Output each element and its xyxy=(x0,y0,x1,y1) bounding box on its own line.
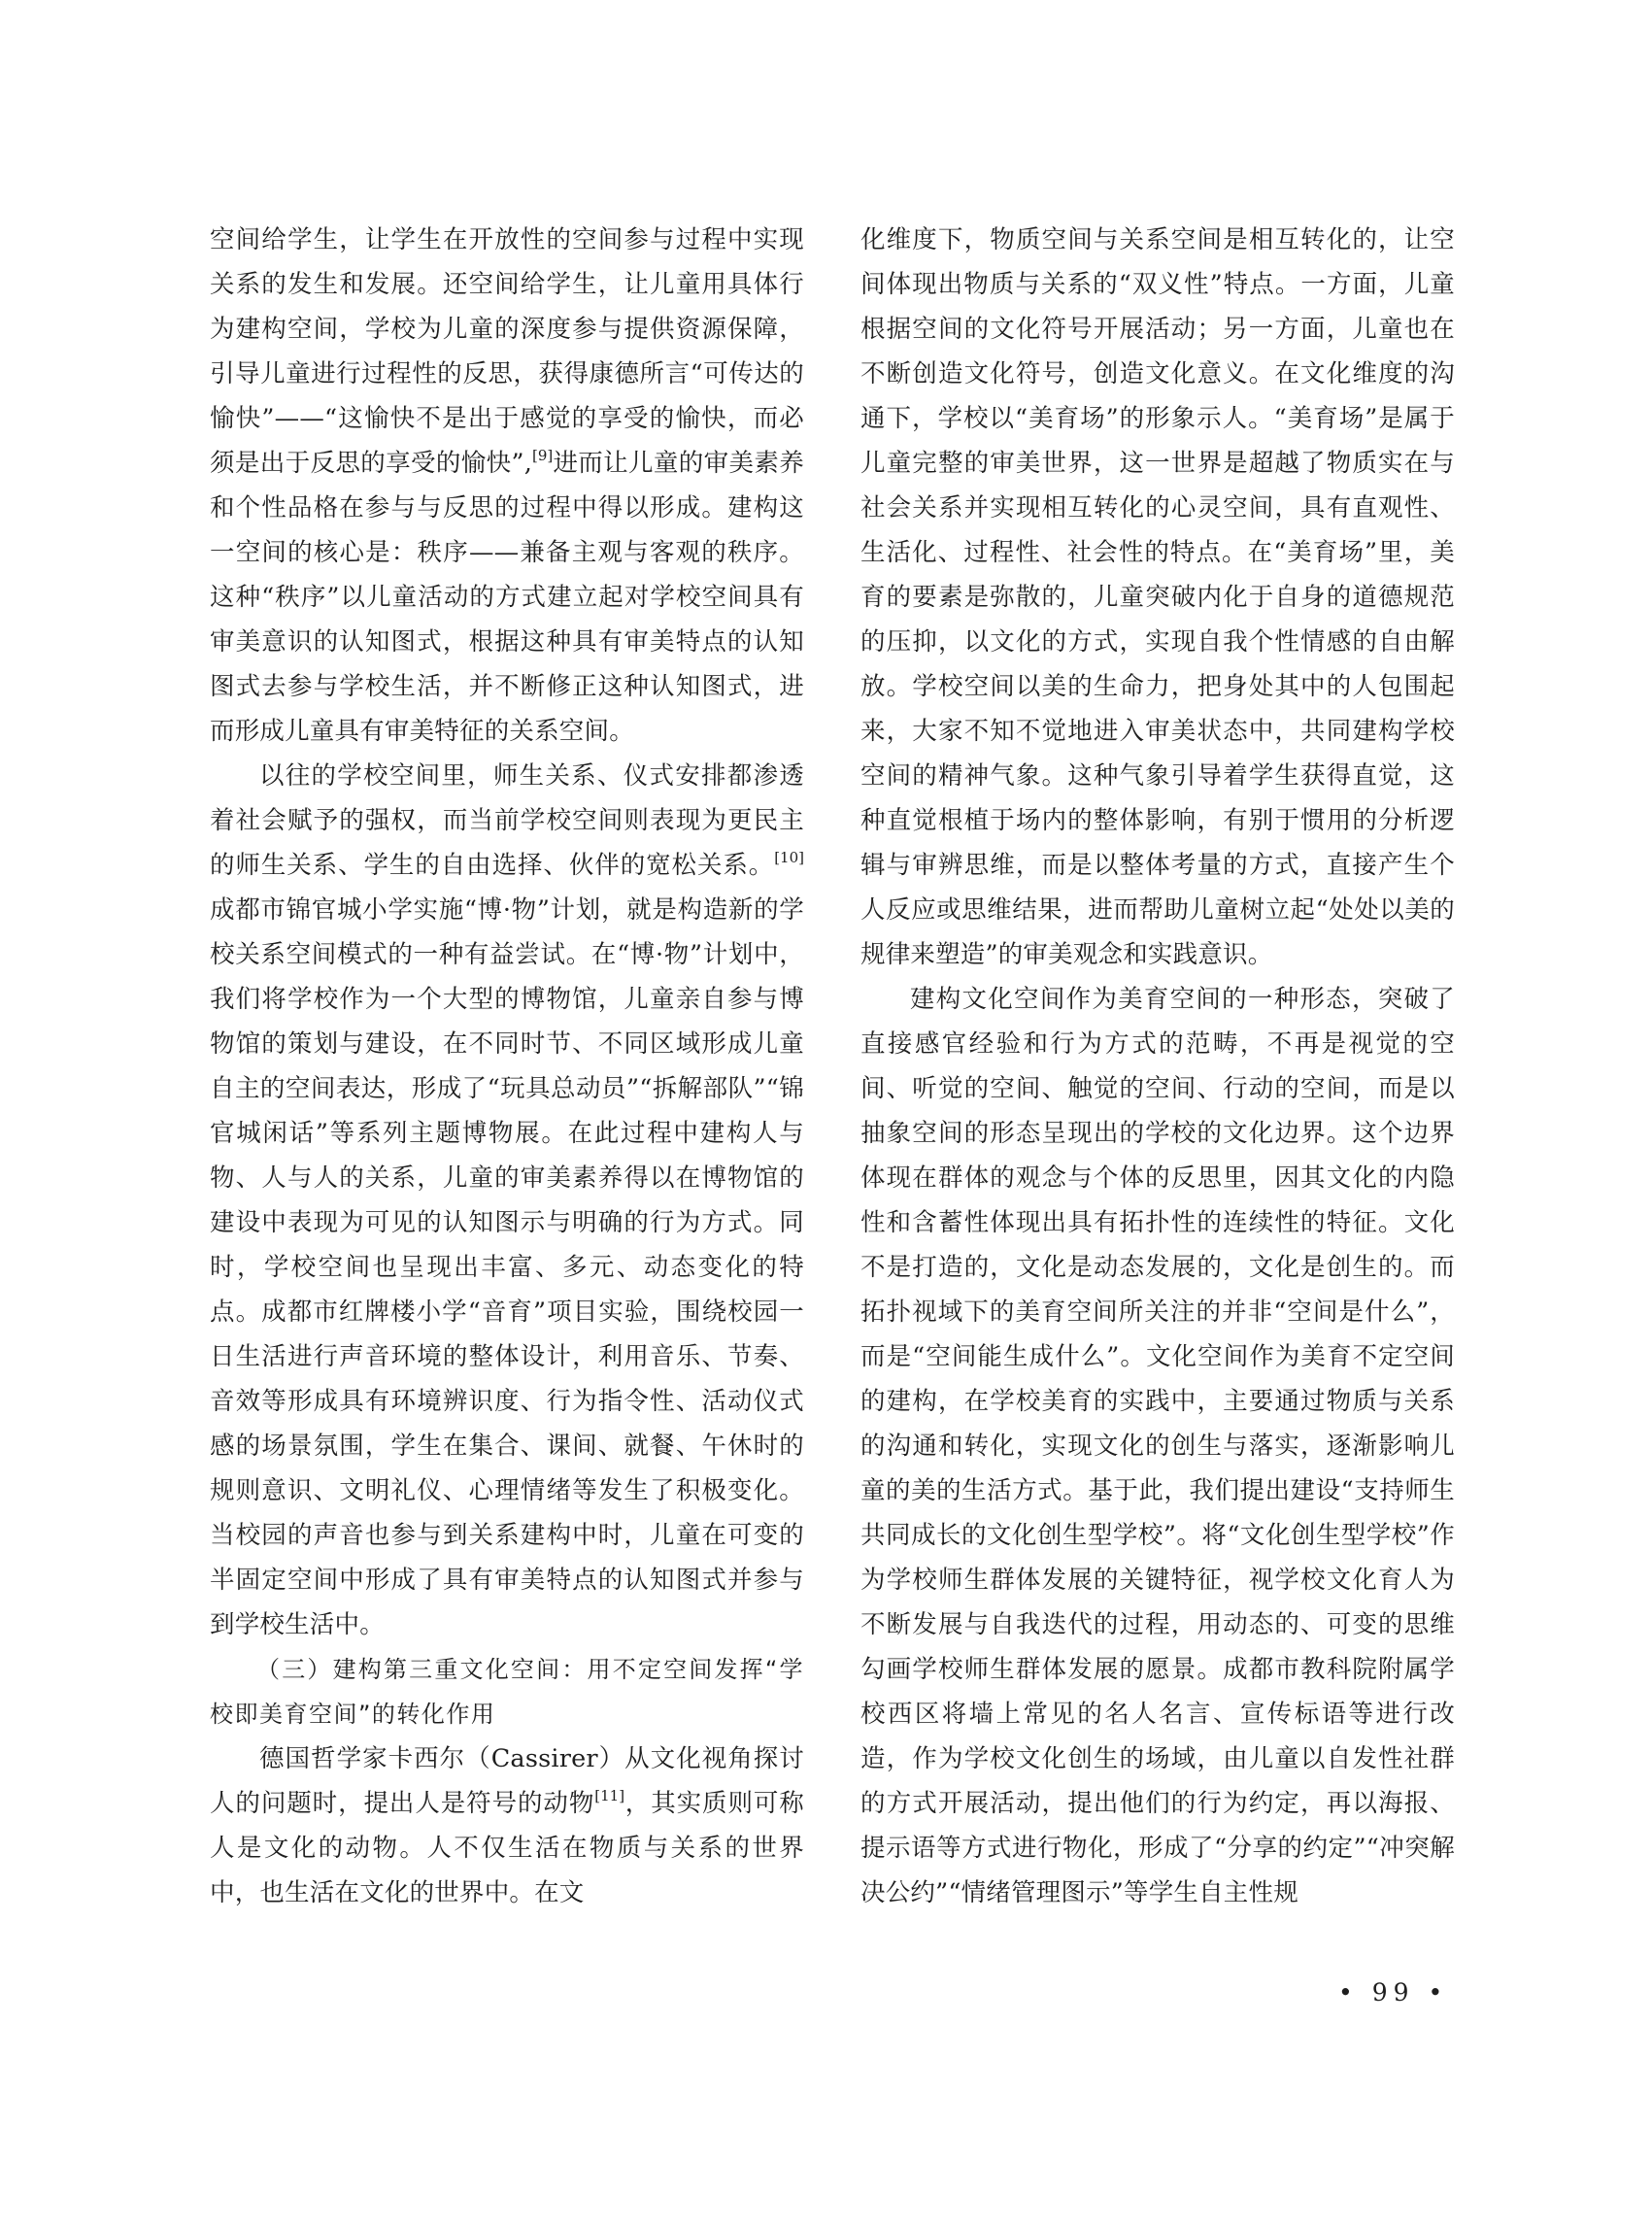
citation-ref: [10] xyxy=(774,849,804,866)
paragraph-text: 进而让儿童的审美素养和个性品格在参与与反思的过程中得以形成。建构这一空间的核心是：秩序——兼备主观与客观的秩序。这种“秩序”以儿童活动的方式建立起对学校空间具有审美意识的认知图式，根据这种具有审美特点的认知图式去参与学校生活，并不断修正这种认知图式，进而形成儿童具有审美特征的关系空间。 xyxy=(210,449,804,746)
paragraph: 建构文化空间作为美育空间的一种形态，突破了直接感官经验和行为方式的范畴，不再是视觉的空间、听觉的空间、触觉的空间、行动的空间，而是以抽象空间的形态呈现出的学校的文化边界。这个边界体现在群体的观念与个体的反思里，因其文化的内隐性和含蓄性体现出具有拓扑性的连续性的特征。文化不是打造的，文化是动态发展的，文化是创生的。而拓扑视域下的美育空间所关注的并非“空间是什么”，而是“空间能生成什么”。文化空间作为美育不定空间的建构，在学校美育的实践中，主要通过物质与关系的沟通和转化，实现文化的创生与落实，逐渐影响儿童的美的生活方式。基于此，我们提出建设“支持师生共同成长的文化创生型学校”。将“文化创生型学校”作为学校师生群体发展的关键特征，视学校文化育人为不断发展与自我迭代的过程，用动态的、可变的思维勾画学校师生群体发展的愿景。成都市教科院附属学校西区将墙上常见的名人名言、宣传标语等进行改造，作为学校文化创生的场域，由儿童以自发性社群的方式开展活动，提出他们的行为约定，再以海报、提示语等方式进行物化，形成了“分享的约定”“冲突解决公约”“情绪管理图示”等学生自主性规 xyxy=(860,985,1455,1907)
paragraph: 化维度下，物质空间与关系空间是相互转化的，让空间体现出物质与关系的“双义性”特点。一方面，儿童根据空间的文化符号开展活动；另一方面，儿童也在不断创造文化符号，创造文化意义。在文化维度的沟通下，学校以“美育场”的形象示人。“美育场”是属于儿童完整的审美世界，这一世界是超越了物质实在与社会关系并实现相互转化的心灵空间，具有直观性、生活化、过程性、社会性的特点。在“美育场”里，美育的要素是弥散的，儿童突破内化于自身的道德规范的压抑，以文化的方式，实现自我个性情感的自由解放。学校空间以美的生命力，把身处其中的人包围起来，大家不知不觉地进入审美状态中，共同建构学校空间的精神气象。这种气象引导着学生获得直觉，这种直觉根植于场内的整体影响，有别于惯用的分析逻辑与审辨思维，而是以整体考量的方式，直接产生个人反应或思维结果，进而帮助儿童树立起“处处以美的规律来塑造”的审美观念和实践意识。 xyxy=(860,225,1455,969)
paragraph-text: 成都市锦官城小学实施“博·物”计划，就是构造新的学校关系空间模式的一种有益尝试。在“博·物”计划中，我们将学校作为一个大型的博物馆，儿童亲自参与博物馆的策划与建设，在不同时节、不同区域形成儿童自主的空间表达，形成了“玩具总动员”“拆解部队”“锦官城闲话”等系列主题博物展。在此过程中建构人与物、人与人的关系，儿童的审美素养得以在博物馆的建设中表现为可见的认知图示与明确的行为方式。同时，学校空间也呈现出丰富、多元、动态变化的特点。成都市红牌楼小学“音育”项目实验，围绕校园一日生活进行声音环境的整体设计，利用音乐、节奏、音效等形成具有环境辨识度、行为指令性、活动仪式感的场景氛围，学生在集合、课间、就餐、午休时的规则意识、文明礼仪、心理情绪等发生了积极变化。当校园的声音也参与到关系建构中时，儿童在可变的半固定空间中形成了具有审美特点的认知图式并参与到学校生活中。 xyxy=(210,895,804,1639)
page-number: • 99 • xyxy=(1338,1978,1449,2006)
paragraph-text: 空间给学生，让学生在开放性的空间参与过程中实现关系的发生和发展。还空间给学生，让儿童用具体行为建构空间，学校为儿童的深度参与提供资源保障，引导儿童进行过程性的反思，获得康德所言“可传达的愉快”——“这愉快不是出于感觉的享受的愉快，而必须是出于反思的享受的愉快”, xyxy=(210,225,804,478)
paragraph-text: 以往的学校空间里，师生关系、仪式安排都渗透着社会赋予的强权，而当前学校空间则表现为更民主的师生关系、学生的自由选择、伙伴的宽松关系。 xyxy=(210,761,804,880)
citation-ref: [11] xyxy=(594,1787,625,1804)
paragraph-text: 德国哲学家卡西尔（Cassirer）从文化视角探讨人的问题时，提出人是符号的动物 xyxy=(210,1744,804,1818)
section-heading: （三）建构第三重文化空间：用不定空间发挥“学校即美育空间”的转化作用 xyxy=(210,1656,804,1728)
left-column xyxy=(210,218,804,1915)
right-column xyxy=(860,218,1455,1915)
paragraph xyxy=(210,1736,804,1915)
citation-ref: [9] xyxy=(532,447,554,464)
paragraph xyxy=(210,218,804,754)
paragraph xyxy=(210,754,804,1647)
paragraph-text: ，其实质则可称人是文化的动物。人不仅生活在物质与关系的世界中，也生活在文化的世界中。在文 xyxy=(210,1789,804,1907)
